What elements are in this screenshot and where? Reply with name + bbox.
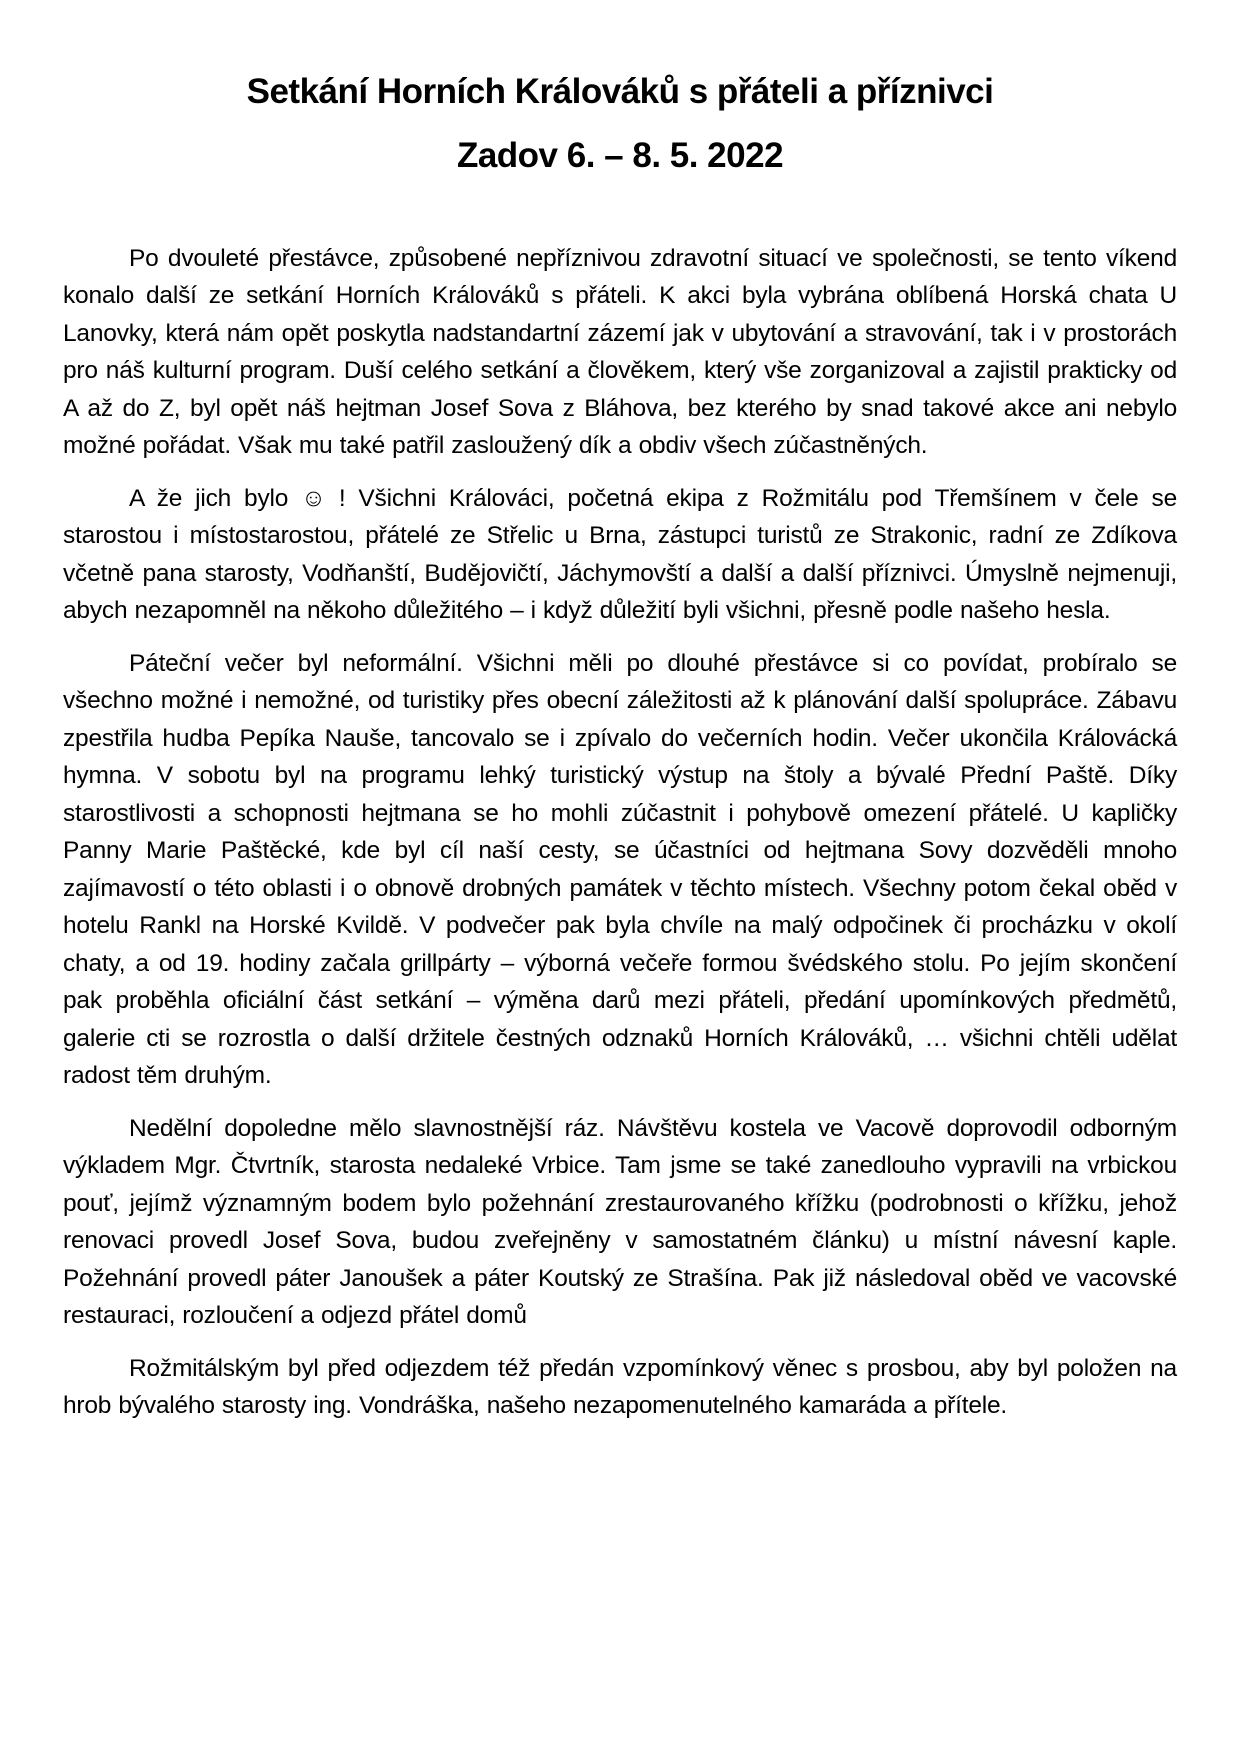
paragraph-wreath: Rožmitálským byl před odjezdem též předán vzpomínkový věnec s prosbou, aby byl položen na hrob bývalého starosty ing. Vondráška, našeho nezapomenutelného kamaráda a přítele. bbox=[63, 1354, 1177, 1419]
paragraph-sunday: Nedělní dopoledne mělo slavnostnější ráz. Návštěvu kostela ve Vacově doprovodil odborným výkladem Mgr. Čtvrtník, starosta nedaleké Vrbice. Tam jsme se také zanedlouho vypravili na vrbickou pouť, jejímž významným bodem bylo požehnání zrestaurovaného křížku (podrobnosti o křížku, jehož renovaci provedl Josef Sova, budou zveřejněny v samostatném článku) u místní návesní kaple. Požehnání provedl páter Janoušek a páter Koutský ze Strašína. Pak již následoval oběd ve vacovské restauraci, rozloučení a odjezd přátel domů bbox=[63, 1114, 1177, 1329]
document-subtitle: Zadov 6. – 8. 5. 2022 bbox=[456, 135, 784, 175]
paragraph-friday-saturday: Páteční večer byl neformální. Všichni měli po dlouhé přestávce si co povídat, probíralo se všechno možné i nemožné, od turistiky přes obecní záležitosti až k plánování další spolupráce. Zábavu zpestřila hudba Pepíka Nauše, tancovalo se i zpívalo do večerních hodin. Večer ukončila Královácká hymna. V sobotu byl na programu lehký turistický výstup na štoly a bývalé Přední Paště. Díky starostlivosti a schopnosti hejtmana se ho mohli zúčastnit i pohybově omezení přátelé. U kapličky Panny Marie Paštěcké, kde byl cíl naší cesty, se účastníci od hejtmana Sovy dozvěděli mnoho zajímavostí o této oblasti i o obnově drobných památek v těchto místech. Všechny potom čekal oběd v hotelu Rankl na Horské Kvildě. V podvečer pak byla chvíle na malý odpočinek či procházku v okolí chaty, a od 19. hodiny začala grillpárty – výborná večeře formou švédského stolu. Po jejím skončení pak proběhla oficiální část setkání – výměna darů mezi přáteli, předání upomínkových předmětů, galerie cti se rozrostla o další držitele čestných odznaků Horních Králováků, … všichni chtěli udělat radost těm druhým. bbox=[63, 649, 1177, 1089]
document-body bbox=[63, 240, 1177, 1425]
paragraph-intro: Po dvouleté přestávce, způsobené nepříznivou zdravotní situací ve společnosti, se tento víkend konalo další ze setkání Horních Králováků s přáteli. K akci byla vybrána oblíbená Horská chata U Lanovky, která nám opět poskytla nadstandartní zázemí jak v ubytování a stravování, tak i v prostorách pro náš kulturní program. Duší celého setkání a člověkem, který vše zorganizoval a zajistil prakticky od A až do Z, byl opět náš hejtman Josef Sova z Bláhova, bez kterého by snad takové akce ani nebylo možné pořádat. Však mu také patřil zasloužený dík a obdiv všech zúčastněných. bbox=[63, 244, 1177, 459]
paragraph-attendees: A že jich bylo ☺ ! Všichni Králováci, početná ekipa z Rožmitálu pod Třemšínem v čele se starostou i místostarostou, přátelé ze Střelic u Brna, zástupci turistů ze Strakonic, radní ze Zdíkova včetně pana starosty, Vodňanští, Budějovičtí, Jáchymovští a další a další příznivci. Úmyslně nejmenuji, abych nezapomněl na někoho důležitého – i když důležití byli všichni, přesně podle našeho hesla. bbox=[63, 484, 1177, 624]
document-title: Setkání Horních Králováků s přáteli a příznivci bbox=[246, 72, 994, 111]
